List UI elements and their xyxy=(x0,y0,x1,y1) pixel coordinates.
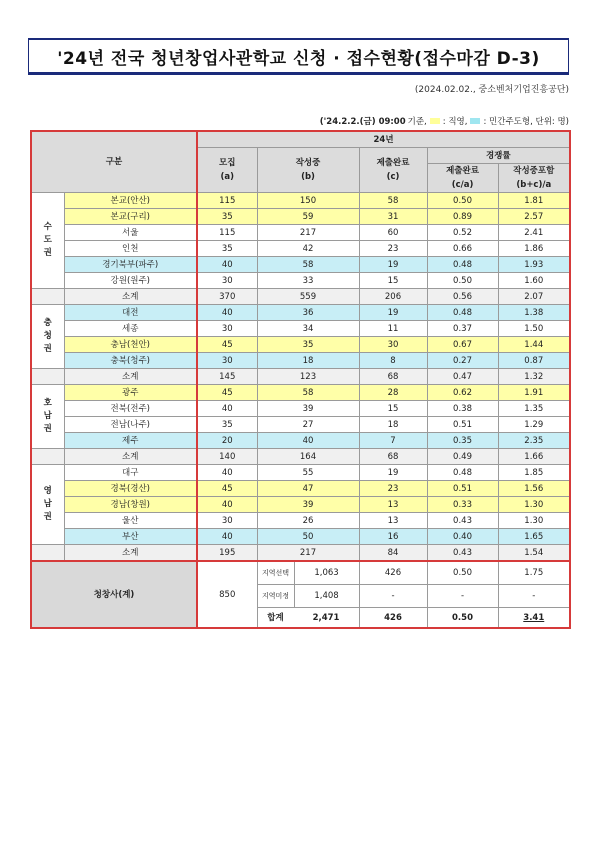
total-ratio-incl: 1.75 xyxy=(498,561,570,585)
region-label: 호 남 권 xyxy=(31,385,64,449)
table-row xyxy=(31,193,570,209)
ratio-submitted-value: 0.35 xyxy=(427,433,498,449)
subtotal-spacer xyxy=(31,449,64,465)
submitted-value: 30 xyxy=(359,337,427,353)
subtotal-spacer xyxy=(31,289,64,305)
branch-name: 대전 xyxy=(64,305,197,321)
ratio-incl-value: 1.29 xyxy=(498,417,570,433)
recruit-value: 35 xyxy=(197,209,257,225)
total-ratio-submitted: - xyxy=(427,585,498,608)
submitted-value: 19 xyxy=(359,465,427,481)
branch-name: 충남(천안) xyxy=(64,337,197,353)
writing-value: 18 xyxy=(257,353,359,369)
grand-total-label: 합계 xyxy=(267,612,284,623)
ratio-submitted-value: 0.62 xyxy=(427,385,498,401)
subtotal-recruit: 140 xyxy=(197,449,257,465)
subtotal-row xyxy=(31,449,570,465)
table-row xyxy=(31,273,570,289)
recruit-value: 30 xyxy=(197,513,257,529)
table-row xyxy=(31,209,570,225)
legend-private: : 민간주도형, 단위: 명) xyxy=(483,117,569,127)
header-year: 24년 xyxy=(197,131,570,148)
total-label: 청창사(계) xyxy=(31,561,197,628)
ratio-submitted-value: 0.51 xyxy=(427,417,498,433)
branch-name: 세종 xyxy=(64,321,197,337)
ratio-submitted-value: 0.43 xyxy=(427,513,498,529)
submitted-value: 60 xyxy=(359,225,427,241)
header-submitted: 제출완료 (c) xyxy=(359,148,427,193)
branch-name: 인천 xyxy=(64,241,197,257)
recruit-value: 40 xyxy=(197,305,257,321)
recruit-value: 40 xyxy=(197,257,257,273)
writing-value: 26 xyxy=(257,513,359,529)
table-row xyxy=(31,417,570,433)
ratio-submitted-value: 0.27 xyxy=(427,353,498,369)
ratio-incl-value: 1.85 xyxy=(498,465,570,481)
ratio-incl-value: 1.38 xyxy=(498,305,570,321)
ratio-submitted-value: 0.50 xyxy=(427,193,498,209)
table-row xyxy=(31,305,570,321)
ratio-incl-value: 1.81 xyxy=(498,193,570,209)
total-submitted: - xyxy=(359,585,427,608)
table-row xyxy=(31,513,570,529)
writing-value: 55 xyxy=(257,465,359,481)
writing-value: 217 xyxy=(257,225,359,241)
writing-value: 39 xyxy=(257,497,359,513)
submitted-value: 19 xyxy=(359,305,427,321)
subtotal-writing: 164 xyxy=(257,449,359,465)
ratio-submitted-value: 0.33 xyxy=(427,497,498,513)
branch-name: 본교(구리) xyxy=(64,209,197,225)
recruit-value: 40 xyxy=(197,401,257,417)
legend-basis: 기준, xyxy=(407,117,427,127)
submitted-value: 23 xyxy=(359,241,427,257)
subtotal-ratio-submitted: 0.43 xyxy=(427,545,498,562)
branch-name: 경기북부(파주) xyxy=(64,257,197,273)
total-row xyxy=(31,561,570,585)
subtotal-ratio-incl: 2.07 xyxy=(498,289,570,305)
page-title: '24년 전국 청년창업사관학교 신청 · 접수현황(접수마감 D-3) xyxy=(57,48,540,69)
header-comp-incl: 작성중포함 (b+c)/a xyxy=(498,164,570,193)
writing-value: 59 xyxy=(257,209,359,225)
submitted-value: 16 xyxy=(359,529,427,545)
recruit-value: 45 xyxy=(197,385,257,401)
subtotal-spacer xyxy=(31,369,64,385)
branch-name: 충북(청주) xyxy=(64,353,197,369)
writing-value: 47 xyxy=(257,481,359,497)
table-row xyxy=(31,321,570,337)
grand-total-writing: 2,471 xyxy=(312,612,340,623)
subtotal-label: 소계 xyxy=(64,449,197,465)
branch-name: 대구 xyxy=(64,465,197,481)
region-label: 영 남 권 xyxy=(31,465,64,545)
branch-name: 서울 xyxy=(64,225,197,241)
legend-private-swatch xyxy=(470,118,480,124)
subtotal-recruit: 370 xyxy=(197,289,257,305)
subtotal-writing: 559 xyxy=(257,289,359,305)
subtotal-ratio-submitted: 0.47 xyxy=(427,369,498,385)
submitted-value: 31 xyxy=(359,209,427,225)
subtotal-row xyxy=(31,369,570,385)
table-row xyxy=(31,433,570,449)
branch-name: 경북(경산) xyxy=(64,481,197,497)
table-row xyxy=(31,353,570,369)
table-row xyxy=(31,529,570,545)
recruit-value: 30 xyxy=(197,273,257,289)
submitted-value: 18 xyxy=(359,417,427,433)
recruit-value: 45 xyxy=(197,337,257,353)
ratio-submitted-value: 0.67 xyxy=(427,337,498,353)
ratio-incl-value: 2.35 xyxy=(498,433,570,449)
writing-value: 150 xyxy=(257,193,359,209)
writing-value: 39 xyxy=(257,401,359,417)
table-row xyxy=(31,401,570,417)
table-row xyxy=(31,225,570,241)
ratio-incl-value: 1.30 xyxy=(498,497,570,513)
submitted-value: 15 xyxy=(359,401,427,417)
ratio-incl-value: 2.41 xyxy=(498,225,570,241)
subtotal-spacer xyxy=(31,545,64,562)
table-row xyxy=(31,337,570,353)
subtotal-ratio-incl: 1.32 xyxy=(498,369,570,385)
writing-value: 40 xyxy=(257,433,359,449)
recruit-value: 40 xyxy=(197,465,257,481)
table-row xyxy=(31,241,570,257)
recruit-value: 30 xyxy=(197,321,257,337)
ratio-submitted-value: 0.66 xyxy=(427,241,498,257)
subtotal-writing: 217 xyxy=(257,545,359,562)
region-label: 수 도 권 xyxy=(31,193,64,289)
ratio-submitted-value: 0.89 xyxy=(427,209,498,225)
recruit-value: 115 xyxy=(197,193,257,209)
subtotal-row xyxy=(31,545,570,562)
recruit-value: 115 xyxy=(197,225,257,241)
ratio-submitted-value: 0.51 xyxy=(427,481,498,497)
writing-value: 34 xyxy=(257,321,359,337)
ratio-submitted-value: 0.37 xyxy=(427,321,498,337)
ratio-submitted-value: 0.40 xyxy=(427,529,498,545)
table-row xyxy=(31,257,570,273)
ratio-incl-value: 1.44 xyxy=(498,337,570,353)
subtotal-ratio-submitted: 0.56 xyxy=(427,289,498,305)
writing-value: 58 xyxy=(257,257,359,273)
subtotal-submitted: 84 xyxy=(359,545,427,562)
header-recruit: 모집 (a) xyxy=(197,148,257,193)
writing-value: 36 xyxy=(257,305,359,321)
writing-value: 58 xyxy=(257,385,359,401)
branch-name: 광주 xyxy=(64,385,197,401)
ratio-incl-value: 1.30 xyxy=(498,513,570,529)
ratio-submitted-value: 0.48 xyxy=(427,465,498,481)
branch-name: 본교(안산) xyxy=(64,193,197,209)
recruit-value: 45 xyxy=(197,481,257,497)
submitted-value: 23 xyxy=(359,481,427,497)
ratio-incl-value: 1.60 xyxy=(498,273,570,289)
branch-name: 경남(창원) xyxy=(64,497,197,513)
subtotal-writing: 123 xyxy=(257,369,359,385)
header-category: 구분 xyxy=(31,131,197,193)
submitted-value: 7 xyxy=(359,433,427,449)
total-sub-label: 지역선택 xyxy=(258,562,295,584)
ratio-incl-value: 1.91 xyxy=(498,385,570,401)
region-label: 충 청 권 xyxy=(31,305,64,369)
ratio-submitted-value: 0.38 xyxy=(427,401,498,417)
table-body xyxy=(31,193,570,629)
submitted-value: 58 xyxy=(359,193,427,209)
grand-total-ratio-incl: 3.41 xyxy=(498,608,570,629)
subtotal-ratio-submitted: 0.49 xyxy=(427,449,498,465)
grand-total-ratio-submitted: 0.50 xyxy=(427,608,498,629)
subtotal-submitted: 68 xyxy=(359,369,427,385)
legend-direct-swatch xyxy=(430,118,440,124)
branch-name: 전남(나주) xyxy=(64,417,197,433)
recruit-value: 20 xyxy=(197,433,257,449)
title-box xyxy=(28,38,569,75)
total-writing: 1,408 xyxy=(314,591,339,601)
ratio-incl-value: 2.57 xyxy=(498,209,570,225)
total-ratio-incl: - xyxy=(498,585,570,608)
total-sub-label: 지역미정 xyxy=(258,585,295,607)
subtotal-ratio-incl: 1.66 xyxy=(498,449,570,465)
submitted-value: 15 xyxy=(359,273,427,289)
header-writing: 작성중 (b) xyxy=(257,148,359,193)
recruit-value: 30 xyxy=(197,353,257,369)
ratio-incl-value: 1.93 xyxy=(498,257,570,273)
table-row xyxy=(31,385,570,401)
total-submitted: 426 xyxy=(359,561,427,585)
legend-direct: : 직영, xyxy=(442,117,468,127)
table-row xyxy=(31,465,570,481)
ratio-submitted-value: 0.50 xyxy=(427,273,498,289)
recruit-value: 35 xyxy=(197,417,257,433)
ratio-submitted-value: 0.48 xyxy=(427,257,498,273)
subtotal-submitted: 68 xyxy=(359,449,427,465)
subtotal-recruit: 145 xyxy=(197,369,257,385)
ratio-incl-value: 1.86 xyxy=(498,241,570,257)
source-note: (2024.02.02., 중소벤처기업진흥공단) xyxy=(414,85,569,95)
submitted-value: 11 xyxy=(359,321,427,337)
ratio-incl-value: 1.50 xyxy=(498,321,570,337)
grand-total-cell xyxy=(257,608,359,629)
total-recruit: 850 xyxy=(197,561,257,628)
ratio-incl-value: 1.56 xyxy=(498,481,570,497)
ratio-incl-value: 0.87 xyxy=(498,353,570,369)
legend xyxy=(320,115,569,127)
header-comp-submitted: 제출완료 (c/a) xyxy=(427,164,498,193)
subtotal-recruit: 195 xyxy=(197,545,257,562)
ratio-submitted-value: 0.48 xyxy=(427,305,498,321)
total-ratio-submitted: 0.50 xyxy=(427,561,498,585)
total-sub-cell xyxy=(257,561,359,585)
ratio-incl-value: 1.35 xyxy=(498,401,570,417)
header-competition: 경쟁률 xyxy=(427,148,570,164)
writing-value: 35 xyxy=(257,337,359,353)
table-row xyxy=(31,497,570,513)
subtotal-label: 소계 xyxy=(64,289,197,305)
subtotal-label: 소계 xyxy=(64,545,197,562)
submitted-value: 8 xyxy=(359,353,427,369)
submitted-value: 19 xyxy=(359,257,427,273)
submitted-value: 28 xyxy=(359,385,427,401)
submitted-value: 13 xyxy=(359,497,427,513)
writing-value: 33 xyxy=(257,273,359,289)
subtotal-submitted: 206 xyxy=(359,289,427,305)
legend-datetime: ('24.2.2.(금) 09:00 xyxy=(319,117,406,127)
subtotal-ratio-incl: 1.54 xyxy=(498,545,570,562)
grand-total-submitted: 426 xyxy=(359,608,427,629)
subtotal-label: 소계 xyxy=(64,369,197,385)
branch-name: 제주 xyxy=(64,433,197,449)
ratio-submitted-value: 0.52 xyxy=(427,225,498,241)
branch-name: 울산 xyxy=(64,513,197,529)
status-table xyxy=(30,130,571,629)
total-writing: 1,063 xyxy=(314,568,339,578)
branch-name: 부산 xyxy=(64,529,197,545)
subtotal-row xyxy=(31,289,570,305)
branch-name: 전북(전주) xyxy=(64,401,197,417)
recruit-value: 40 xyxy=(197,529,257,545)
writing-value: 27 xyxy=(257,417,359,433)
total-sub-cell xyxy=(257,585,359,608)
table-row xyxy=(31,481,570,497)
branch-name: 강원(원주) xyxy=(64,273,197,289)
recruit-value: 35 xyxy=(197,241,257,257)
writing-value: 42 xyxy=(257,241,359,257)
submitted-value: 13 xyxy=(359,513,427,529)
ratio-incl-value: 1.65 xyxy=(498,529,570,545)
recruit-value: 40 xyxy=(197,497,257,513)
writing-value: 50 xyxy=(257,529,359,545)
